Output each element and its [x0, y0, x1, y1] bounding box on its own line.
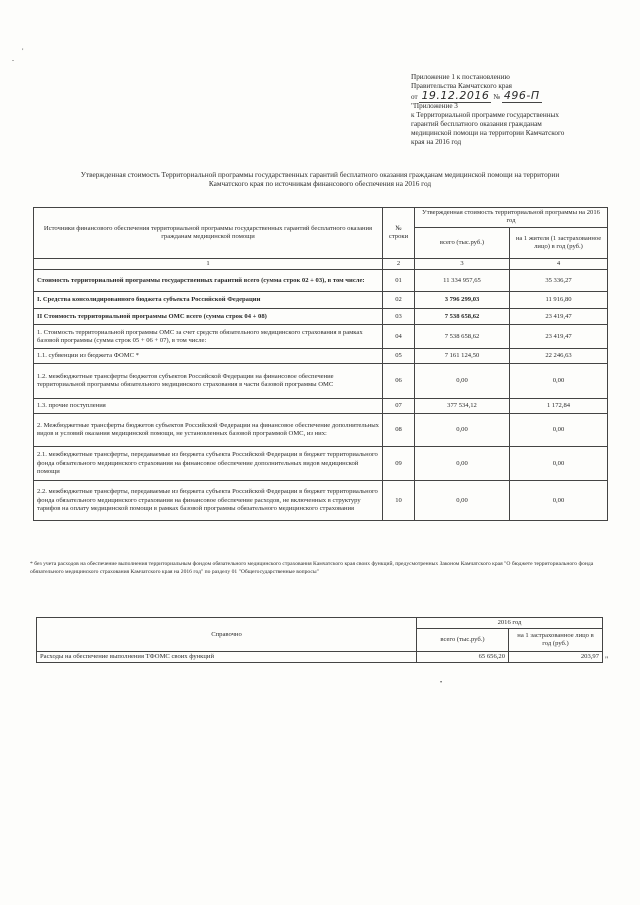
number-prefix: №	[493, 93, 501, 101]
row-no: 08	[383, 414, 415, 447]
table-row	[34, 364, 608, 399]
col-number: 1	[34, 259, 383, 270]
col-number: 4	[510, 259, 608, 270]
table-row	[34, 481, 608, 521]
table-row	[37, 652, 603, 663]
date-prefix: от	[411, 93, 418, 101]
row-total: 7 161 124,50	[415, 349, 510, 364]
table-row	[34, 399, 608, 414]
table-row	[34, 447, 608, 481]
table-row	[34, 349, 608, 364]
appendix-line-4: "Приложение 3	[411, 102, 458, 110]
resolution-date: 19.12.2016	[421, 89, 490, 102]
row-no: 02	[383, 292, 415, 309]
table-header-row	[34, 208, 608, 228]
reference-row-label: Расходы на обеспечение выполнения ТФОМС своих функций	[37, 652, 417, 663]
row-no: 01	[383, 270, 415, 292]
header-approved: Утвержденная стоимость территориальной программы на 2016 год	[415, 208, 608, 228]
row-total: 3 796 299,03	[415, 292, 510, 309]
table-row	[34, 270, 608, 292]
row-label: 2.1. межбюджетные трансферты, передаваемые из бюджета субъекта Российской Федерации в бюджет территориального фонда обязательного медицинского страхования на финансовое обеспечение дополнительных видов медицинской помощи	[34, 447, 383, 481]
title-line-1: Утвержденная стоимость Территориальной программы государственных гарантий бесплатного оказания гражданам медицинской помощи на территории	[80, 170, 560, 179]
row-total: 377 534,12	[415, 399, 510, 414]
resolution-number: 496-П	[503, 89, 540, 102]
row-total: 0,00	[415, 364, 510, 399]
row-no: 04	[383, 325, 415, 349]
scan-speck: ,	[22, 45, 24, 51]
row-per-person: 22 246,63	[510, 349, 608, 364]
row-per-person: 35 336,27	[510, 270, 608, 292]
appendix-header	[411, 73, 601, 147]
reference-total-header: всего (тыс.руб.)	[417, 629, 509, 652]
row-per-person: 11 916,80	[510, 292, 608, 309]
appendix-line-7: медицинской помощи на территории Камчатского	[411, 129, 565, 137]
table-row	[34, 414, 608, 447]
scan-speck: -	[12, 58, 14, 64]
row-total: 0,00	[415, 447, 510, 481]
closing-quote: "	[605, 655, 609, 664]
row-no: 06	[383, 364, 415, 399]
row-total: 7 538 658,62	[415, 325, 510, 349]
table-row	[34, 292, 608, 309]
row-no: 09	[383, 447, 415, 481]
appendix-line-8: края на 2016 год	[411, 138, 462, 146]
reference-row-per: 203,97	[509, 652, 603, 663]
row-per-person: 23 419,47	[510, 325, 608, 349]
reference-year-header: 2016 год	[417, 618, 603, 629]
reference-label-header: Справочно	[37, 618, 417, 652]
row-label: Стоимость территориальной программы государственных гарантий всего (сумма строк 02 + 03), в том числе:	[34, 270, 383, 292]
header-row-no: № строки	[383, 208, 415, 259]
cost-table	[33, 207, 608, 521]
col-number: 2	[383, 259, 415, 270]
scan-speck: •	[440, 680, 443, 686]
row-label: 1.1. субвенции из бюджета ФОМС *	[34, 349, 383, 364]
row-no: 07	[383, 399, 415, 414]
row-per-person: 0,00	[510, 481, 608, 521]
row-label: 2.2. межбюджетные трансферты, передаваемые из бюджета субъекта Российской Федерации в бюджет территориального фонда обязательного медицинского страхования на финансовое обеспечение расходов, не включенных в структуру тарифов на оплату медицинской помощи в рамках базовой программы обязательного медицинского страхования	[34, 481, 383, 521]
reference-table	[36, 617, 603, 663]
header-per-person: на 1 жителя (1 застрахованное лицо) в год (руб.)	[510, 227, 608, 258]
document-title	[30, 170, 610, 188]
table-row	[34, 325, 608, 349]
footnote: * без учета расходов на обеспечение выполнения территориальным фондом обязательного медицинского страхования Камчатского края своих функций, предусмотренных Законом Камчатского края "О бюджете территориального фонда обязательного медицинского страхования Камчатского края на 2016 год" по разделу 01 "Общегосударственные вопросы"	[30, 561, 594, 575]
row-total: 0,00	[415, 481, 510, 521]
row-label: II Стоимость территориальной программы ОМС всего (сумма строк 04 + 08)	[34, 309, 383, 325]
appendix-line-5: к Территориальной программе государственных	[411, 111, 559, 119]
reference-row-total: 65 656,20	[417, 652, 509, 663]
row-per-person: 23 419,47	[510, 309, 608, 325]
row-label: 1. Стоимость территориальной программы ОМС за счет средств обязательного медицинского страхования в рамках базовой программы (сумма строк 05 + 06 + 07), в том числе:	[34, 325, 383, 349]
header-source: Источники финансового обеспечения территориальной программы государственных гарантий бесплатного оказания гражданам медицинской помощи	[34, 208, 383, 259]
appendix-line-2: Правительства Камчатского края	[411, 82, 512, 90]
row-per-person: 0,00	[510, 447, 608, 481]
title-line-2: Камчатского края по источникам финансового обеспечения на 2016 год	[208, 179, 432, 188]
row-per-person: 1 172,84	[510, 399, 608, 414]
row-per-person: 0,00	[510, 364, 608, 399]
table-row	[34, 309, 608, 325]
row-no: 05	[383, 349, 415, 364]
row-total: 0,00	[415, 414, 510, 447]
row-no: 03	[383, 309, 415, 325]
row-label: 1.3. прочие поступления	[34, 399, 383, 414]
column-numbers-row	[34, 259, 608, 270]
appendix-line-1: Приложение 1 к постановлению	[411, 73, 510, 81]
row-label: 2. Межбюджетные трансферты бюджетов субъектов Российской Федерации на финансовое обеспечение дополнительных видов и условий оказания медицинской помощи, не установленных базовой программой ОМС, из них:	[34, 414, 383, 447]
appendix-line-6: гарантий бесплатного оказания гражданам	[411, 120, 542, 128]
row-total: 11 334 957,65	[415, 270, 510, 292]
row-no: 10	[383, 481, 415, 521]
appendix-date-line	[411, 91, 601, 102]
col-number: 3	[415, 259, 510, 270]
reference-per-header: на 1 застрахованное лицо в год (руб.)	[509, 629, 603, 652]
row-total: 7 538 658,62	[415, 309, 510, 325]
header-total: всего (тыс.руб.)	[415, 227, 510, 258]
reference-header-row	[37, 618, 603, 629]
row-per-person: 0,00	[510, 414, 608, 447]
row-label: I. Средства консолидированного бюджета субъекта Российской Федерации	[34, 292, 383, 309]
row-label: 1.2. межбюджетные трансферты бюджетов субъектов Российской Федерации на финансовое обеспечение территориальной программы обязательного медицинского страхования в части базовой программы ОМС	[34, 364, 383, 399]
